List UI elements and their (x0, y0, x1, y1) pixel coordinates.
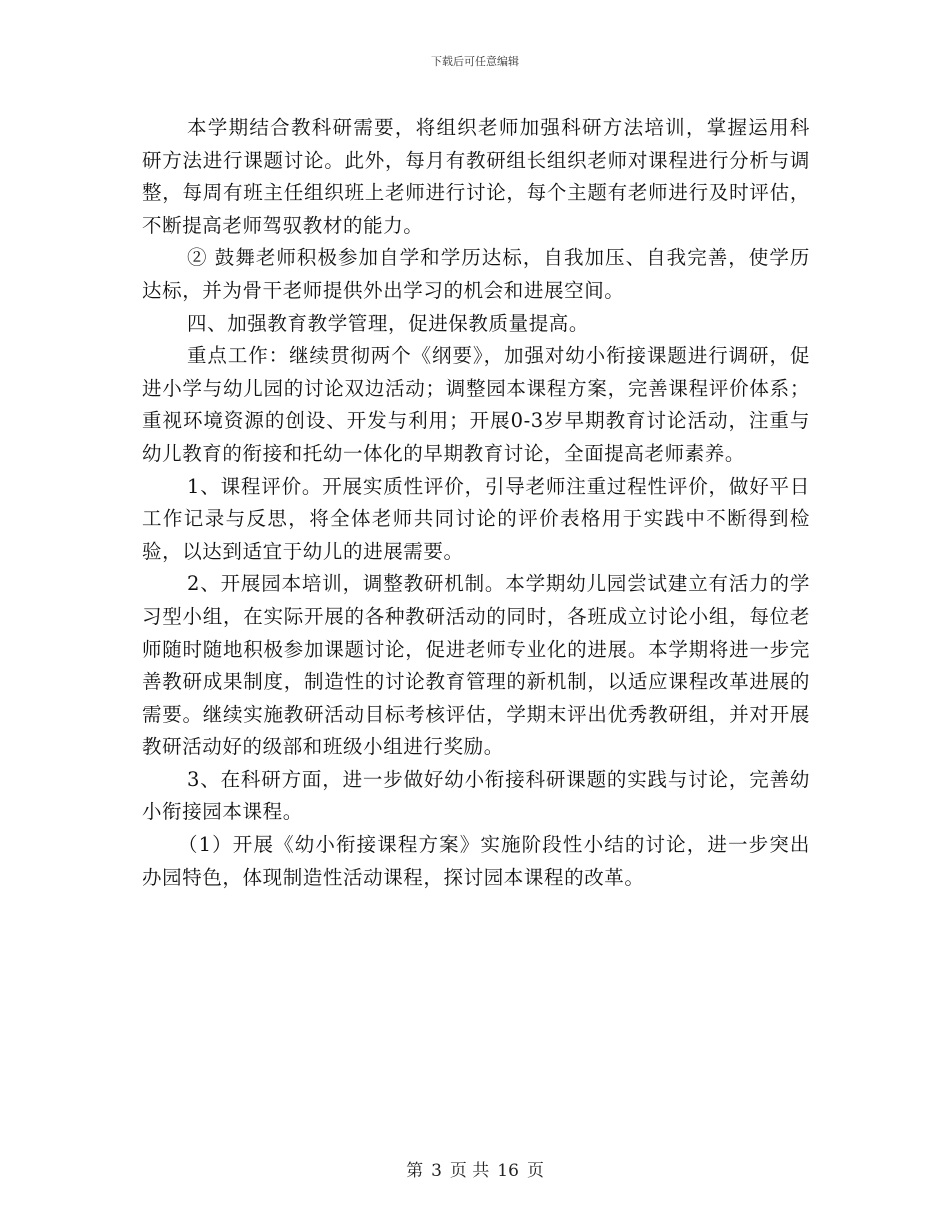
section-heading-management: 四、加强教育教学管理，促进保教质量提高。 (187, 311, 590, 335)
footer-suffix: 页 (526, 1161, 544, 1181)
page-header: 下载后可任意编辑 (431, 55, 519, 68)
paragraph-research-training: 本学期结合教科研需要，将组织老师加强科研方法培训，掌握运用科研方法进行课题讨论。此外，每月有教研组长组织老师对课程进行分析与调整，每周有班主任组织班上老师进行讨论，每个主题有老师进行及时评估，不断提高老师驾驭教材的能力。 (142, 116, 810, 237)
current-page-number: 3 (431, 1161, 442, 1181)
paragraph-key-work: 重点工作：继续贯彻两个《纲要》，加强对幼小衔接课题进行调研，促进小学与幼儿园的讨论双边活动；调整园本课程方案，完善课程评价体系；重视环境资源的创设、开发与利用；开展0-3岁早期教育讨论活动，注重与幼儿教育的衔接和托幼一体化的早期教育讨论，全面提高老师素养。 (142, 344, 810, 465)
paragraph-research-topics: 3、在科研方面，进一步做好幼小衔接科研课题的实践与讨论，完善幼小衔接园本课程。 (142, 767, 810, 824)
paragraph-curriculum-evaluation: 1、课程评价。开展实质性评价，引导老师注重过程性评价，做好平日工作记录与反思，将全体老师共同讨论的评价表格用于实践中不断得到检验，以达到适宜于幼儿的进展需要。 (142, 474, 810, 563)
paragraph-school-training: 2、开展园本培训，调整教研机制。本学期幼儿园尝试建立有活力的学习型小组，在实际开展的各种教研活动的同时，各班成立讨论小组，每位老师随时随地积极参加课题讨论，促进老师专业化的进展。本学期将进一步完善教研成果制度，制造性的讨论教育管理的新机制，以适应课程改革进展的需要。继续实施教研活动目标考核评估，学期末评出优秀教研组，并对开展教研活动好的级部和班级小组进行奖励。 (142, 572, 810, 759)
document-body (142, 112, 810, 894)
footer-middle: 页 共 (449, 1161, 490, 1181)
paragraph-self-study: ② 鼓舞老师积极参加自学和学历达标，自我加压、自我完善，使学历达标，并为骨干老师提供外出学习的机会和进展空间。 (142, 246, 810, 302)
paragraph-transition-plan: （1）开展《幼小衔接课程方案》实施阶段性小结的讨论，进一步突出办园特色，体现制造性活动课程，探讨园本课程的改革。 (142, 833, 810, 889)
footer-prefix: 第 (406, 1161, 424, 1181)
total-page-count: 16 (497, 1161, 519, 1181)
page-footer (0, 1156, 950, 1181)
